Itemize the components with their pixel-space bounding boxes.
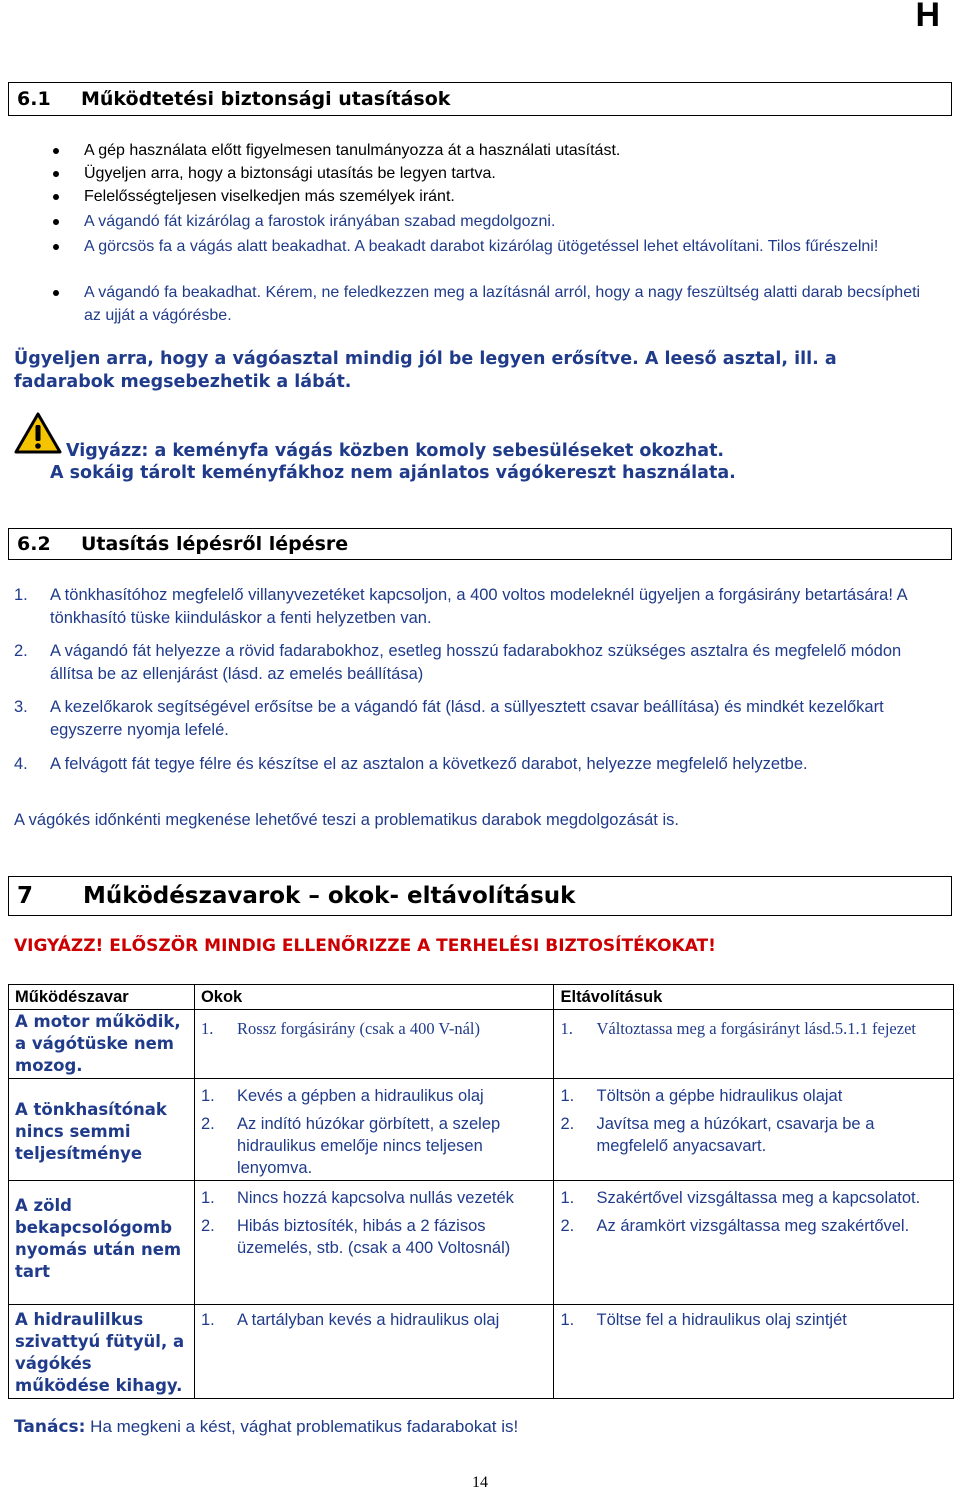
- cause-item: 2. Hibás biztosíték, hibás a 2 fázisos üzemelés, stb. (csak a 400 Voltosnál): [200, 1217, 511, 1257]
- section-title: Utasítás lépésről lépésre: [81, 533, 349, 555]
- fix-item: 1. Változtassa meg a forgásirányt lásd.5.1.1 fejezet: [560, 1019, 916, 1038]
- column-header: Okok: [194, 985, 554, 1010]
- table-row: [9, 1181, 954, 1305]
- table-row: [9, 1010, 954, 1079]
- section-number: 7: [17, 883, 34, 909]
- fix-item: 1. Töltsön a gépbe hidraulikus olajat: [560, 1087, 843, 1105]
- tip-label: Tanács:: [14, 1417, 86, 1437]
- list-item: A vágandó fa beakadhat. Kérem, ne feledkezzen meg a lazításnál arról, hogy a nagy feszültség alatti darab becsípheti az ujját a vágórésbe.: [84, 281, 934, 327]
- section-number: 6.1: [17, 88, 51, 110]
- cause-item: 2. Az indító húzókar görbített, a szelep hidraulikus emelője nincs teljesen lenyomva.: [200, 1115, 501, 1177]
- troubleshooting-table: [8, 984, 954, 1399]
- table-header-row: [9, 985, 954, 1010]
- section-62-heading: [8, 528, 952, 560]
- list-item: Ügyeljen arra, hogy a biztonsági utasítás be legyen tartva.: [84, 162, 934, 185]
- table-row: [9, 1079, 954, 1181]
- cross-cut-warning: A sokáig tárolt keményfákhoz nem ajánlatos vágókereszt használata.: [50, 463, 736, 483]
- list-item: A vágandó fát kizárólag a farostok irányában szabad megdolgozni.: [84, 210, 934, 233]
- warning-triangle-icon: [14, 412, 62, 454]
- section-title: Működészavarok – okok- eltávolításuk: [83, 883, 576, 909]
- cause-item: 1. Nincs hozzá kapcsolva nullás vezeték: [200, 1189, 514, 1207]
- page-number: 14: [472, 1474, 488, 1491]
- fuse-warning: VIGYÁZZ! ELŐSZÖR MINDIG ELLENŐRIZZE A TERHELÉSI BIZTOSÍTÉKOKAT!: [14, 936, 716, 956]
- section-7-heading: [8, 876, 952, 916]
- fault-cell: A tönkhasítónak nincs semmi teljesítménye: [9, 1079, 195, 1181]
- fault-cell: A zöld bekapcsológomb nyomás után nem tart: [9, 1181, 195, 1305]
- section-title: Működtetési biztonsági utasítások: [81, 88, 451, 110]
- cause-item: 1. A tartályban kevés a hidraulikus olaj: [200, 1311, 500, 1329]
- fix-item: 1. Töltse fel a hidraulikus olaj szintjét: [560, 1311, 847, 1329]
- list-item: Felelősségteljesen viselkedjen más személyek iránt.: [84, 185, 934, 208]
- lubrication-note: A vágókés időnkénti megkenése lehetővé teszi a problematikus darabok megdolgozását is.: [14, 811, 679, 829]
- tip-text: Ha megkeni a kést, vághat problematikus fadarabokat is!: [85, 1417, 519, 1436]
- list-item: A gép használata előtt figyelmesen tanulmányozza át a használati utasítást.: [84, 139, 934, 162]
- fix-item: 1. Szakértővel vizsgáltassa meg a kapcsolatot.: [560, 1189, 921, 1207]
- fix-item: 2. Az áramkört vizsgáltassa meg szakértővel.: [560, 1217, 910, 1235]
- hardwood-warning: Vigyázz: a keményfa vágás közben komoly sebesüléseket okozhat.: [66, 441, 725, 461]
- fault-cell: A motor működik, a vágótüske nem mozog.: [9, 1010, 195, 1079]
- cause-item: 1. Kevés a gépben a hidraulikus olaj: [200, 1087, 484, 1105]
- list-item: A görcsös fa a vágás alatt beakadhat. A beakadt darabot kizárólag ütögetéssel lehet eltávolítani. Tilos fűrészelni!: [84, 235, 934, 258]
- column-header: Eltávolításuk: [554, 985, 954, 1010]
- tip-note: [14, 1417, 518, 1437]
- table-mount-notice: Ügyeljen arra, hogy a vágóasztal mindig jól be legyen erősítve. A leeső asztal, ill. a fadarabok megsebezhetik a lábát.: [14, 349, 837, 392]
- fix-item: 2. Javítsa meg a húzókart, csavarja be a megfelelő anyacsavart.: [560, 1115, 875, 1155]
- cause-item: 1. Rossz forgásirány (csak a 400 V-nál): [200, 1019, 480, 1038]
- column-header: Működészavar: [9, 985, 195, 1010]
- table-row: [9, 1305, 954, 1399]
- section-61-heading: [8, 82, 952, 116]
- fault-cell: A hidraulilkus szivattyú fütyül, a vágókés működése kihagy.: [9, 1305, 195, 1399]
- section-number: 6.2: [17, 533, 51, 555]
- language-marker: H: [915, 0, 940, 34]
